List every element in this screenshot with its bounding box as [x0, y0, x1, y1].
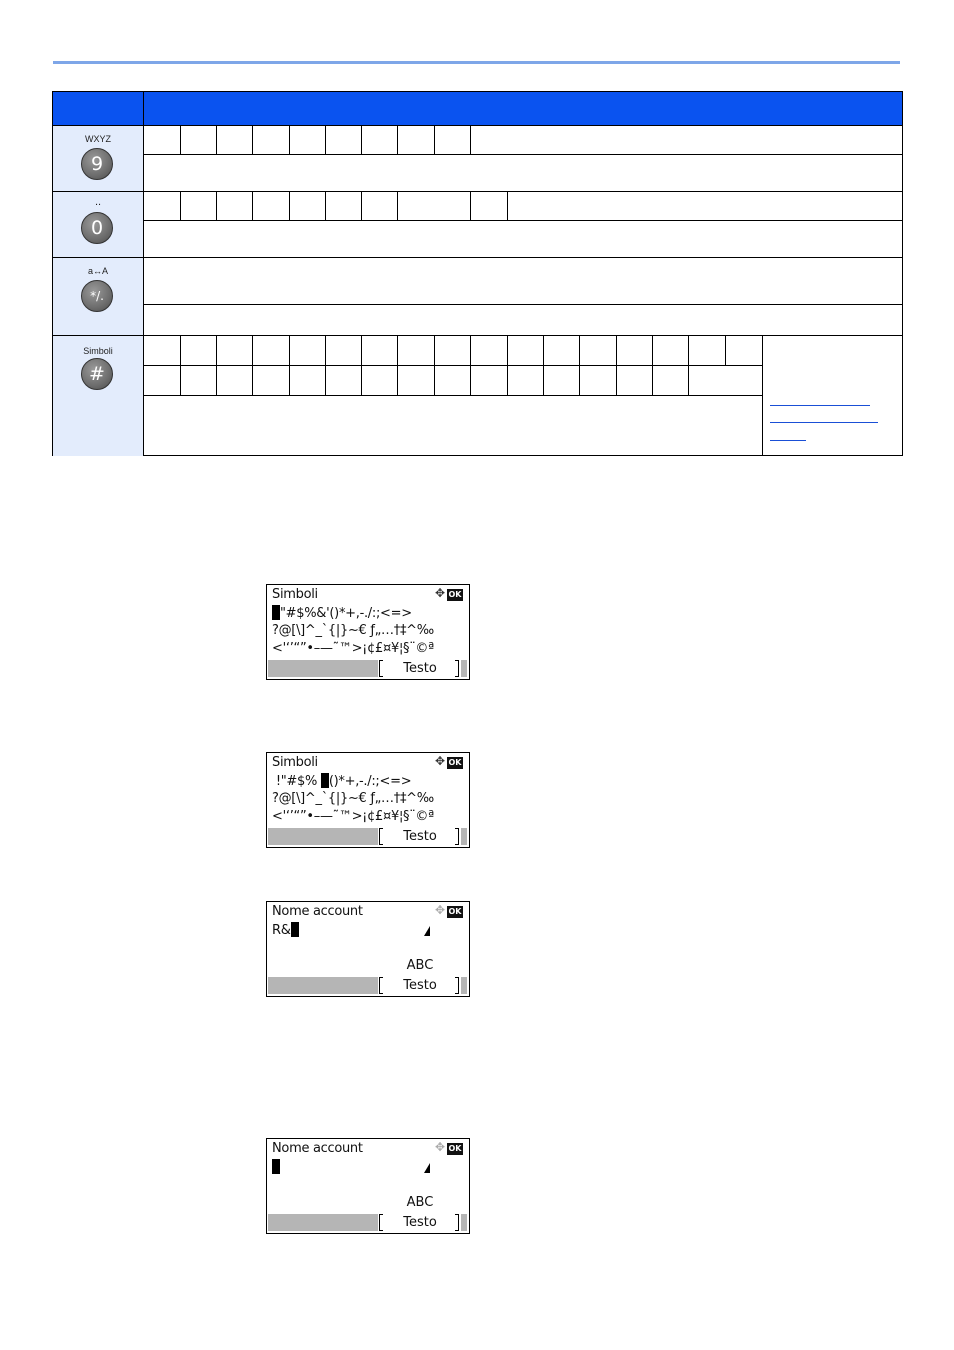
softkey-testo[interactable]: Testo — [403, 1215, 437, 1230]
ok-icon: OK — [448, 1144, 462, 1153]
lcd-screen-symbols-2 — [266, 752, 470, 848]
softkey-testo[interactable]: Testo — [403, 661, 437, 676]
account-name-input[interactable] — [272, 1159, 280, 1175]
character-table — [52, 91, 903, 456]
softkey-testo[interactable]: Testo — [403, 978, 437, 993]
softkey-bar-left — [268, 660, 378, 677]
input-indicator-icon — [424, 926, 430, 936]
screen-title: Nome account — [272, 904, 363, 919]
reference-link-line-2[interactable] — [770, 422, 878, 423]
key-label-simboli: Simboli — [83, 346, 113, 356]
lcd-screen-symbols-1 — [266, 584, 470, 680]
softkey-testo[interactable]: Testo — [403, 829, 437, 844]
navigation-arrows-icon: ✥ — [434, 903, 445, 917]
key-0-icon: 0 — [81, 212, 113, 244]
screen-title: Simboli — [272, 587, 318, 602]
input-indicator-icon — [424, 1163, 430, 1173]
softkey-bar-right — [461, 1214, 467, 1231]
softkey-bar-left — [268, 977, 378, 994]
table-header-characters — [144, 92, 902, 125]
softkey-bar-right — [461, 828, 467, 845]
symbol-line-2[interactable]: ?@[\]^_`{|}~€ ƒ„…†‡^‰ — [272, 623, 434, 638]
table-header-key — [53, 92, 144, 125]
lcd-screen-account-name-2 — [266, 1138, 470, 1234]
symbol-line-1[interactable]: "#$%&'()*+,-./:;<=> — [272, 605, 412, 621]
key-cell-0 — [53, 191, 144, 257]
cursor — [272, 605, 280, 620]
reference-link-line-1[interactable] — [770, 405, 870, 406]
input-mode: ABC — [406, 1195, 434, 1210]
ok-icon: OK — [448, 907, 462, 916]
navigation-arrows-icon: ✥ — [434, 586, 445, 600]
key-star-icon: */. — [81, 280, 113, 312]
softkey-bar-right — [461, 977, 467, 994]
softkey-bar-left — [268, 1214, 378, 1231]
key-cell-9 — [53, 125, 144, 191]
key-hash-icon: # — [81, 358, 113, 390]
key-label-dots: .. — [94, 196, 102, 208]
cursor — [272, 1159, 280, 1174]
key-label-case: a↔A — [87, 266, 108, 276]
symbol-line-3[interactable]: <'‘’“”•–—˜™>¡¢£¤¥¦§¨©ª — [272, 641, 434, 656]
ok-icon: OK — [448, 590, 462, 599]
cursor — [291, 922, 299, 937]
symbol-line-3[interactable]: <'‘’“”•–—˜™>¡¢£¤¥¦§¨©ª — [272, 809, 434, 824]
symbol-line-2[interactable]: ?@[\]^_`{|}~€ ƒ„…†‡^‰ — [272, 791, 434, 806]
reference-link-line-3[interactable] — [770, 440, 806, 441]
navigation-arrows-icon: ✥ — [434, 1140, 445, 1154]
cursor — [321, 773, 329, 788]
symbol-line-1[interactable]: !"#$% ()*+,-./:;<=> — [272, 774, 412, 789]
screen-title: Simboli — [272, 755, 318, 770]
screen-title: Nome account — [272, 1141, 363, 1156]
ok-icon: OK — [448, 758, 462, 767]
softkey-bar-right — [461, 660, 467, 677]
lcd-screen-account-name-1 — [266, 901, 470, 997]
top-rule — [53, 61, 900, 64]
account-name-input[interactable]: R& — [272, 922, 299, 938]
navigation-arrows-icon: ✥ — [434, 754, 445, 768]
key-cell-hash — [53, 335, 144, 456]
softkey-bar-left — [268, 828, 378, 845]
key-cell-star — [53, 257, 144, 335]
key-label-wxyz: WXYZ — [85, 134, 111, 144]
key-9-icon: 9 — [81, 148, 113, 180]
input-mode: ABC — [406, 958, 434, 973]
